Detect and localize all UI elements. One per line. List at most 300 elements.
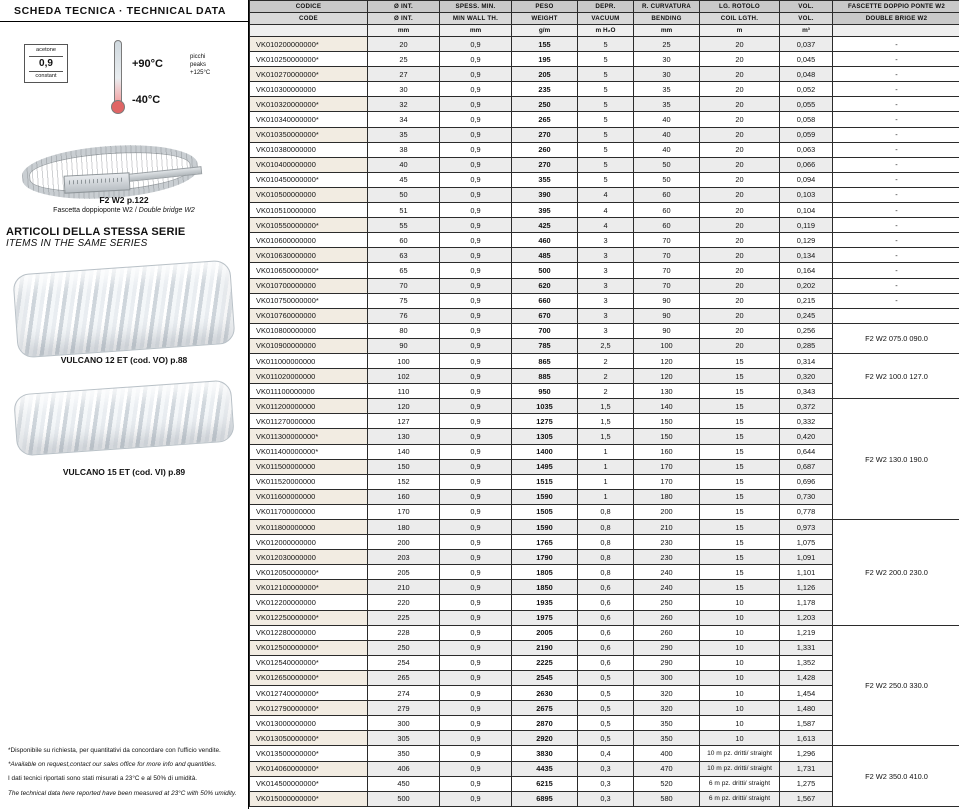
- cell-code: VK010600000000: [250, 233, 368, 248]
- cell-volume: 1,454: [780, 686, 833, 701]
- cell-volume: 0,066: [780, 157, 833, 172]
- cell-code: VK011700000000: [250, 504, 368, 519]
- cell-clamp: -: [833, 82, 959, 97]
- unit-coil: m: [700, 25, 780, 37]
- cell-weight: 205: [512, 67, 578, 82]
- table-row[interactable]: [250, 82, 959, 97]
- panel-header: [0, 0, 248, 22]
- cell-bending: 520: [634, 776, 700, 791]
- cell-diameter: 210: [368, 580, 440, 595]
- table-row[interactable]: [250, 52, 959, 67]
- cell-code: VK011500000000: [250, 459, 368, 474]
- cell-coil-length: 20: [700, 172, 780, 187]
- cell-weight: 155: [512, 37, 578, 52]
- cell-vacuum: 0,3: [578, 776, 634, 791]
- cell-weight: 1275: [512, 414, 578, 429]
- unit-thickness: mm: [440, 25, 512, 37]
- cell-code: VK010340000000*: [250, 112, 368, 127]
- cell-diameter: 279: [368, 701, 440, 716]
- cell-coil-length: 20: [700, 293, 780, 308]
- cell-thickness: 0,9: [440, 187, 512, 202]
- cell-weight: 2005: [512, 625, 578, 640]
- cell-diameter: 32: [368, 97, 440, 112]
- cell-thickness: 0,9: [440, 323, 512, 338]
- cell-volume: 0,037: [780, 37, 833, 52]
- cell-volume: 0,285: [780, 338, 833, 353]
- cell-vacuum: 3: [578, 293, 634, 308]
- cell-code: VK010510000000: [250, 203, 368, 218]
- cell-weight: 670: [512, 308, 578, 323]
- cell-coil-length: 20: [700, 203, 780, 218]
- col-thickness-en: MIN WALL TH.: [440, 13, 512, 25]
- cell-weight: 235: [512, 82, 578, 97]
- cell-bending: 60: [634, 187, 700, 202]
- cell-volume: 0,320: [780, 369, 833, 384]
- cell-vacuum: 0,3: [578, 791, 634, 806]
- cell-bending: 120: [634, 353, 700, 368]
- cell-coil-length: 10: [700, 716, 780, 731]
- cell-weight: 1765: [512, 535, 578, 550]
- cell-vacuum: 1,5: [578, 414, 634, 429]
- cell-volume: 0,134: [780, 248, 833, 263]
- cell-vacuum: 5: [578, 37, 634, 52]
- cell-diameter: 305: [368, 731, 440, 746]
- cell-thickness: 0,9: [440, 52, 512, 67]
- cell-vacuum: 1,5: [578, 429, 634, 444]
- cell-volume: 1,075: [780, 535, 833, 550]
- cell-coil-length: 15: [700, 399, 780, 414]
- cell-clamp-group: F2 W2 100.0 127.0: [833, 353, 959, 398]
- cell-weight: 2225: [512, 655, 578, 670]
- series-item-1: [11, 257, 237, 365]
- cell-volume: 1,613: [780, 731, 833, 746]
- table-row[interactable]: [250, 157, 959, 172]
- cell-thickness: 0,9: [440, 218, 512, 233]
- unit-diameter: mm: [368, 25, 440, 37]
- table-row[interactable]: [250, 263, 959, 278]
- cell-bending: 320: [634, 701, 700, 716]
- table-row[interactable]: [250, 625, 959, 640]
- cell-code: VK010750000000*: [250, 293, 368, 308]
- cell-vacuum: 3: [578, 323, 634, 338]
- col-code-en: CODE: [250, 13, 368, 25]
- table-row[interactable]: [250, 520, 959, 535]
- cell-coil-length: 15: [700, 459, 780, 474]
- cell-clamp: -: [833, 37, 959, 52]
- table-row[interactable]: [250, 746, 959, 761]
- cell-coil-length: 15: [700, 384, 780, 399]
- cell-coil-length: 15: [700, 489, 780, 504]
- cell-vacuum: 5: [578, 157, 634, 172]
- col-coil-en: COIL LGTH.: [700, 13, 780, 25]
- col-clamps-en: DOUBLE BRIGE W2: [833, 13, 959, 25]
- cell-thickness: 0,9: [440, 429, 512, 444]
- cell-vacuum: 2: [578, 384, 634, 399]
- cell-bending: 230: [634, 550, 700, 565]
- cell-weight: 1400: [512, 444, 578, 459]
- cell-bending: 60: [634, 218, 700, 233]
- cell-code: VK013500000000*: [250, 746, 368, 761]
- cell-coil-length: 20: [700, 338, 780, 353]
- cell-volume: 0,119: [780, 218, 833, 233]
- cell-thickness: 0,9: [440, 550, 512, 565]
- table-row[interactable]: [250, 97, 959, 112]
- cell-clamp: -: [833, 127, 959, 142]
- cell-diameter: 203: [368, 550, 440, 565]
- table-row[interactable]: [250, 278, 959, 293]
- series-item-2: [11, 369, 237, 477]
- cell-diameter: 254: [368, 655, 440, 670]
- acetone-value: 0,9: [39, 57, 53, 69]
- unit-clamps: [833, 25, 959, 37]
- cell-volume: 0,696: [780, 474, 833, 489]
- cell-diameter: 38: [368, 142, 440, 157]
- cell-coil-length: 10: [700, 686, 780, 701]
- cell-vacuum: 0,8: [578, 565, 634, 580]
- cell-volume: 0,129: [780, 233, 833, 248]
- cell-diameter: 170: [368, 504, 440, 519]
- cell-code: VK013000000000: [250, 716, 368, 731]
- table-row[interactable]: [250, 308, 959, 323]
- cell-bending: 350: [634, 731, 700, 746]
- cell-vacuum: 0,6: [578, 625, 634, 640]
- cell-thickness: 0,9: [440, 414, 512, 429]
- cell-diameter: 30: [368, 82, 440, 97]
- cell-weight: 1590: [512, 489, 578, 504]
- cell-coil-length: 15: [700, 414, 780, 429]
- cell-vacuum: 1: [578, 474, 634, 489]
- cell-coil-length: 20: [700, 323, 780, 338]
- cell-coil-length: 10: [700, 701, 780, 716]
- cell-thickness: 0,9: [440, 444, 512, 459]
- cell-thickness: 0,9: [440, 203, 512, 218]
- cell-bending: 320: [634, 686, 700, 701]
- cell-bending: 290: [634, 655, 700, 670]
- cell-code: VK010350000000*: [250, 127, 368, 142]
- cell-coil-length: 15: [700, 520, 780, 535]
- cell-diameter: 75: [368, 293, 440, 308]
- temperature-peaks: [190, 54, 210, 77]
- cell-code: VK012740000000*: [250, 686, 368, 701]
- cell-code: VK011200000000: [250, 399, 368, 414]
- cell-weight: 4435: [512, 761, 578, 776]
- cell-weight: 6215: [512, 776, 578, 791]
- footnote-1: *Disponibile su richiesta, per quantitativi da concordare con l'ufficio vendite.: [8, 746, 221, 754]
- cell-thickness: 0,9: [440, 384, 512, 399]
- temperature-max: +90°C: [132, 58, 164, 70]
- cell-diameter: 450: [368, 776, 440, 791]
- cell-thickness: 0,9: [440, 97, 512, 112]
- cell-weight: 865: [512, 353, 578, 368]
- cell-weight: 1850: [512, 580, 578, 595]
- cell-coil-length: 15: [700, 429, 780, 444]
- cell-weight: 2870: [512, 716, 578, 731]
- cell-thickness: 0,9: [440, 716, 512, 731]
- cell-coil-length: 20: [700, 157, 780, 172]
- cell-thickness: 0,9: [440, 565, 512, 580]
- clamp-caption: [0, 195, 248, 214]
- table-row[interactable]: [250, 399, 959, 414]
- cell-code: VK013050000000*: [250, 731, 368, 746]
- cell-coil-length: 15: [700, 550, 780, 565]
- cell-vacuum: 2: [578, 353, 634, 368]
- cell-volume: 0,245: [780, 308, 833, 323]
- col-thickness-it: SPESS. MIN.: [440, 1, 512, 13]
- cell-code: VK010270000000*: [250, 67, 368, 82]
- cell-code: VK012650000000*: [250, 670, 368, 685]
- cell-diameter: 225: [368, 610, 440, 625]
- cell-coil-length: 20: [700, 142, 780, 157]
- clamp-image: [16, 144, 212, 202]
- cell-diameter: 406: [368, 761, 440, 776]
- table-row[interactable]: [250, 248, 959, 263]
- cell-bending: 170: [634, 474, 700, 489]
- cell-diameter: 102: [368, 369, 440, 384]
- cell-weight: 460: [512, 233, 578, 248]
- cell-bending: 60: [634, 203, 700, 218]
- cell-weight: 6895: [512, 791, 578, 806]
- cell-coil-length: 15: [700, 353, 780, 368]
- cell-coil-length: 20: [700, 37, 780, 52]
- cell-volume: 0,164: [780, 263, 833, 278]
- cell-code: VK012500000000*: [250, 640, 368, 655]
- cell-bending: 230: [634, 535, 700, 550]
- cell-thickness: 0,9: [440, 233, 512, 248]
- cell-vacuum: 3: [578, 308, 634, 323]
- cell-thickness: 0,9: [440, 37, 512, 52]
- cell-diameter: 180: [368, 520, 440, 535]
- clamp-code: F2 W2 p.122: [99, 195, 149, 205]
- cell-weight: 950: [512, 384, 578, 399]
- cell-weight: 3830: [512, 746, 578, 761]
- same-series-heading: [0, 226, 248, 249]
- cell-bending: 30: [634, 52, 700, 67]
- cell-diameter: 120: [368, 399, 440, 414]
- cell-vacuum: 0,8: [578, 535, 634, 550]
- cell-thickness: 0,9: [440, 338, 512, 353]
- cell-code: VK011520000000: [250, 474, 368, 489]
- cell-diameter: 45: [368, 172, 440, 187]
- cell-coil-length: 10: [700, 640, 780, 655]
- table-head: [250, 1, 959, 37]
- table-row[interactable]: [250, 293, 959, 308]
- cell-vacuum: 4: [578, 203, 634, 218]
- col-bending-en: BENDING: [634, 13, 700, 25]
- technical-table-container: [248, 0, 959, 809]
- cell-weight: 265: [512, 112, 578, 127]
- cell-thickness: 0,9: [440, 369, 512, 384]
- cell-bending: 290: [634, 640, 700, 655]
- cell-weight: 260: [512, 142, 578, 157]
- cell-diameter: 60: [368, 233, 440, 248]
- cell-coil-length: 20: [700, 248, 780, 263]
- cell-weight: 2190: [512, 640, 578, 655]
- cell-code: VK010400000000: [250, 157, 368, 172]
- cell-weight: 395: [512, 203, 578, 218]
- cell-code: VK011270000000: [250, 414, 368, 429]
- unit-vacuum: m H₂O: [578, 25, 634, 37]
- table-row[interactable]: [250, 67, 959, 82]
- unit-volume: m³: [780, 25, 833, 37]
- cell-bending: 260: [634, 610, 700, 625]
- table-row[interactable]: [250, 233, 959, 248]
- cell-weight: 1975: [512, 610, 578, 625]
- cell-bending: 100: [634, 338, 700, 353]
- cell-vacuum: 0,5: [578, 701, 634, 716]
- cell-thickness: 0,9: [440, 686, 512, 701]
- cell-bending: 400: [634, 746, 700, 761]
- cell-bending: 35: [634, 97, 700, 112]
- cell-thickness: 0,9: [440, 353, 512, 368]
- cell-coil-length: 10 m pz. dritti/ straight: [700, 761, 780, 776]
- cell-volume: 0,045: [780, 52, 833, 67]
- table-row[interactable]: [250, 323, 959, 338]
- cell-thickness: 0,9: [440, 670, 512, 685]
- clamp-caption-it: Fascetta doppioponte W2 /: [53, 207, 137, 214]
- cell-diameter: 40: [368, 157, 440, 172]
- cell-coil-length: 20: [700, 218, 780, 233]
- cell-clamp: -: [833, 157, 959, 172]
- cell-thickness: 0,9: [440, 67, 512, 82]
- cell-thickness: 0,9: [440, 82, 512, 97]
- cell-bending: 170: [634, 459, 700, 474]
- cell-volume: 1,428: [780, 670, 833, 685]
- cell-clamp: -: [833, 248, 959, 263]
- cell-diameter: 274: [368, 686, 440, 701]
- cell-diameter: 35: [368, 127, 440, 142]
- cell-weight: 2630: [512, 686, 578, 701]
- cell-volume: 1,203: [780, 610, 833, 625]
- cell-thickness: 0,9: [440, 701, 512, 716]
- cell-coil-length: 10: [700, 731, 780, 746]
- cell-code: VK012200000000: [250, 595, 368, 610]
- table-row[interactable]: [250, 172, 959, 187]
- cell-code: VK010760000000: [250, 308, 368, 323]
- cell-weight: 270: [512, 127, 578, 142]
- cell-volume: 0,104: [780, 203, 833, 218]
- cell-weight: 885: [512, 369, 578, 384]
- header-row-en: [250, 13, 959, 25]
- cell-bending: 70: [634, 248, 700, 263]
- cell-weight: 1805: [512, 565, 578, 580]
- col-clamps-it: FASCETTE DOPPIO PONTE W2: [833, 1, 959, 13]
- cell-vacuum: 1: [578, 489, 634, 504]
- footnote-2: *Available on request,contact our sales office for more info and quantities.: [8, 761, 217, 769]
- cell-code: VK010450000000*: [250, 172, 368, 187]
- cell-bending: 90: [634, 308, 700, 323]
- cell-weight: 425: [512, 218, 578, 233]
- cell-clamp-group: F2 W2 130.0 190.0: [833, 399, 959, 520]
- cell-thickness: 0,9: [440, 142, 512, 157]
- cell-vacuum: 5: [578, 82, 634, 97]
- cell-vacuum: 1: [578, 444, 634, 459]
- col-vacuum-en: VACUUM: [578, 13, 634, 25]
- table-row[interactable]: [250, 37, 959, 52]
- table-row[interactable]: [250, 187, 959, 202]
- cell-volume: 0,202: [780, 278, 833, 293]
- col-coil-it: LG. ROTOLO: [700, 1, 780, 13]
- cell-volume: 0,372: [780, 399, 833, 414]
- cell-volume: 0,314: [780, 353, 833, 368]
- cell-clamp-group: F2 W2 200.0 230.0: [833, 520, 959, 626]
- cell-vacuum: 1: [578, 459, 634, 474]
- table-row[interactable]: [250, 112, 959, 127]
- cell-code: VK012250000000*: [250, 610, 368, 625]
- cell-thickness: 0,9: [440, 520, 512, 535]
- cell-bending: 150: [634, 414, 700, 429]
- acetone-bottom-label: constant: [35, 72, 57, 79]
- col-volume-en: VOL.: [780, 13, 833, 25]
- cell-diameter: 200: [368, 535, 440, 550]
- cell-volume: 1,331: [780, 640, 833, 655]
- acetone-density-box: [24, 44, 68, 83]
- cell-vacuum: 0,8: [578, 520, 634, 535]
- cell-volume: 1,567: [780, 791, 833, 806]
- peaks-label-it: picchi: [190, 54, 206, 60]
- cell-coil-length: 20: [700, 67, 780, 82]
- cell-weight: 1305: [512, 429, 578, 444]
- cell-thickness: 0,9: [440, 580, 512, 595]
- cell-code: VK012280000000: [250, 625, 368, 640]
- cell-bending: 30: [634, 67, 700, 82]
- unit-bending: mm: [634, 25, 700, 37]
- cell-bending: 40: [634, 112, 700, 127]
- cell-vacuum: 5: [578, 97, 634, 112]
- cell-coil-length: 10: [700, 670, 780, 685]
- cell-bending: 250: [634, 595, 700, 610]
- thermometer-stem: [114, 40, 122, 104]
- cell-bending: 120: [634, 369, 700, 384]
- cell-bending: 200: [634, 504, 700, 519]
- cell-bending: 90: [634, 293, 700, 308]
- unit-code: [250, 25, 368, 37]
- cell-coil-length: 20: [700, 82, 780, 97]
- cell-vacuum: 0,8: [578, 550, 634, 565]
- col-weight-it: PESO: [512, 1, 578, 13]
- cell-weight: 620: [512, 278, 578, 293]
- cell-weight: 1790: [512, 550, 578, 565]
- table-row[interactable]: [250, 203, 959, 218]
- cell-volume: 0,052: [780, 82, 833, 97]
- table-body: [250, 37, 959, 807]
- footnote-3: I dati tecnici riportati sono stati misurati a 23°C e al 50% di umidità.: [8, 775, 198, 783]
- table-row[interactable]: [250, 142, 959, 157]
- cell-volume: 0,055: [780, 97, 833, 112]
- cell-clamp: -: [833, 187, 959, 202]
- table-row[interactable]: [250, 218, 959, 233]
- col-bending-it: R. CURVATURA: [634, 1, 700, 13]
- table-row[interactable]: [250, 353, 959, 368]
- panel-title: SCHEDA TECNICA · TECHNICAL DATA: [14, 4, 227, 17]
- cell-thickness: 0,9: [440, 776, 512, 791]
- hose-image: [12, 259, 235, 358]
- cell-code: VK010550000000*: [250, 218, 368, 233]
- cell-diameter: 70: [368, 278, 440, 293]
- cell-thickness: 0,9: [440, 293, 512, 308]
- cell-vacuum: 0,3: [578, 761, 634, 776]
- cell-code: VK011020000000: [250, 369, 368, 384]
- cell-thickness: 0,9: [440, 746, 512, 761]
- cell-diameter: 76: [368, 308, 440, 323]
- table-row[interactable]: [250, 127, 959, 142]
- cell-code: VK010200000000*: [250, 37, 368, 52]
- cell-volume: 1,275: [780, 776, 833, 791]
- cell-thickness: 0,9: [440, 112, 512, 127]
- cell-thickness: 0,9: [440, 248, 512, 263]
- cell-code: VK012000000000: [250, 535, 368, 550]
- cell-weight: 1505: [512, 504, 578, 519]
- header-row-units: [250, 25, 959, 37]
